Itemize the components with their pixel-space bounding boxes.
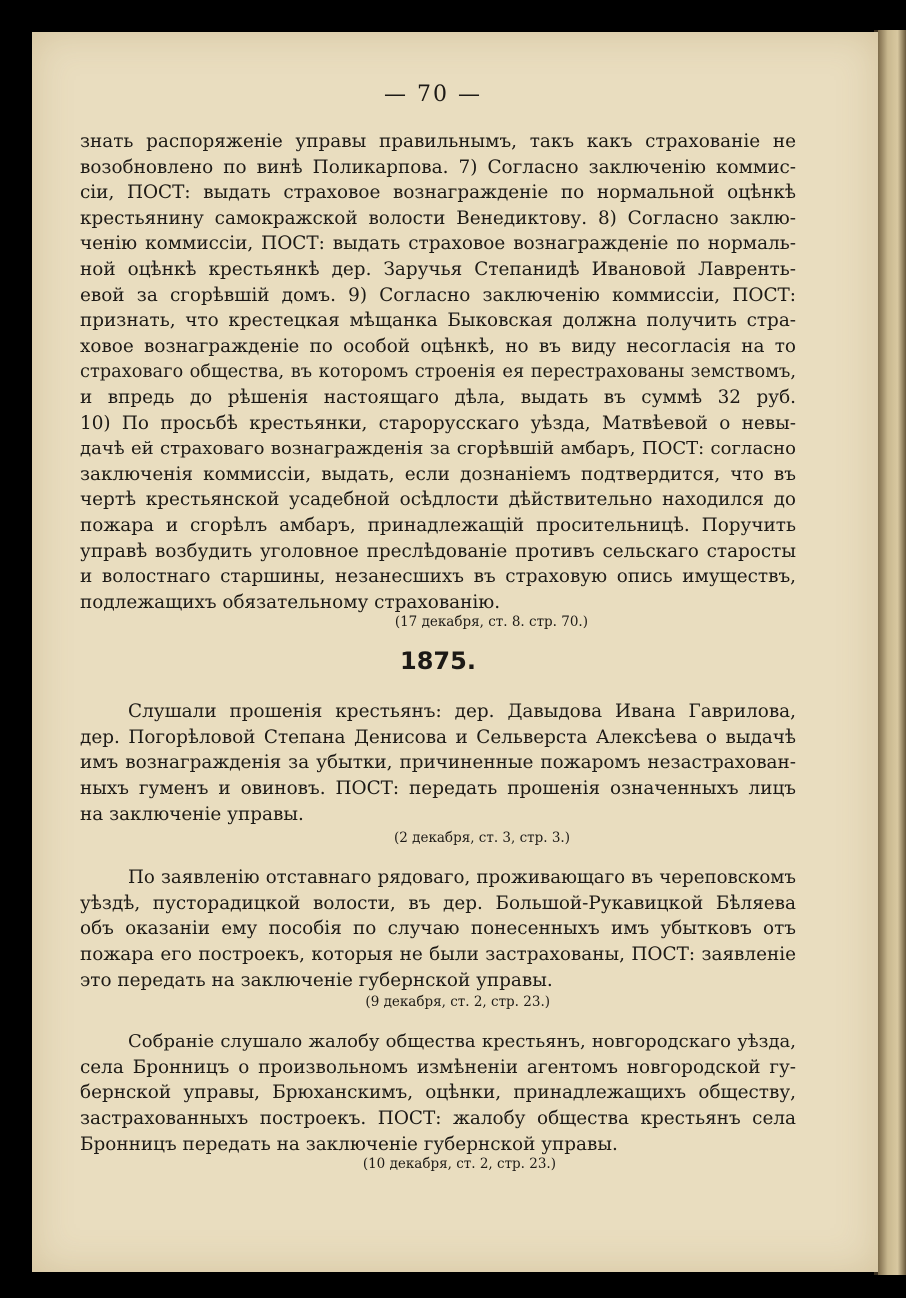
text-line: По заявленію отставнаго рядоваго, проживающаго въ череповскомъ [128,867,796,889]
text-line: и впредь до рѣшенія настоящаго дѣла, выдать въ суммѣ 32 руб. [80,386,796,408]
book-spine [878,30,906,1275]
text-line: Собраніе слушало жалобу общества крестьянъ, новгородскаго уѣзда, [128,1031,796,1053]
text-line: пожара и сгорѣлъ амбаръ, принадлежащій просительницѣ. Поручить [80,514,796,536]
text-line: сіи, ПОСТ: выдать страховое вознагражденіе по нормальной оцѣнкѣ [80,182,796,204]
text-line: бернской управы, Брюханскимъ, оцѣнки, принадлежащихъ обществу, [80,1082,796,1104]
text-line: застрахованныхъ построекъ. ПОСТ: жалобу общества крестьянъ села [80,1108,796,1129]
text-line: имъ вознагражденія за убытки, причиненные пожаромъ незастрахован- [80,752,796,774]
text-line: дер. Погорѣловой Степана Денисова и Сельверста Алексѣева о выдачѣ [80,726,796,748]
text-line: чертѣ крестьянской усадебной осѣдлости дѣйствительно находился до [80,489,796,511]
text-line: Бронницъ передать на заключеніе губернской управы. [80,1133,618,1155]
text-line: ховое вознагражденіе по особой оцѣнкѣ, но въ виду несогласія на то [80,335,796,357]
text-line: признать, что крестецкая мѣщанка Быковская должна получить стра- [80,310,796,332]
paragraph-4 [80,1029,796,1157]
paragraph-2 [80,699,796,827]
page-number: — 70 — [384,82,482,107]
citation-2: (2 декабря, ст. 3, стр. 3.) [394,830,570,847]
text-line: ной оцѣнкѣ крестьянкѣ дер. Заручья Степанидѣ Ивановой Лавренть- [80,258,796,280]
text-line: заключенія коммиссіи, выдать, если дознаніемъ подтвердится, что въ [80,463,796,485]
text-line: евой за сгорѣвшій домъ. 9) Согласно заключенію коммиссіи, ПОСТ: [80,284,796,306]
text-line: подлежащихъ обязательному страхованію. [80,591,501,613]
text-line: села Бронницъ о произвольномъ измѣненіи агентомъ новгородской гу- [80,1056,796,1078]
text-line: объ оказаніи ему пособія по случаю понесенныхъ имъ убытковъ отъ [80,918,796,940]
text-line: и волостнаго старшины, незанесшихъ въ страховую опись имуществъ, [80,566,796,588]
text-line: возобновлено по винѣ Поликарпова. 7) Согласно заключенію коммис- [80,156,796,178]
text-line: управѣ возбудить уголовное преслѣдованіе противъ сельскаго старосты [80,540,796,562]
text-line: страховаго общества, въ которомъ строенія ея перестрахованы земствомъ, [80,361,796,383]
text-line: 10) По просьбѣ крестьянки, старорусскаго уѣзда, Матвѣевой о невы- [80,412,796,434]
text-line: уѣздѣ, пусторадицкой волости, въ дер. Большой-Рукавицкой Бѣляева [80,892,796,914]
text-line: дачѣ ей страховаго вознагражденія за сгорѣвшій амбаръ, ПОСТ: согласно [80,438,796,460]
text-line: ныхъ гуменъ и овиновъ. ПОСТ: передать прошенія означенныхъ лицъ [80,778,796,800]
citation-4: (10 декабря, ст. 2, стр. 23.) [362,1156,556,1173]
text-line: Слушали прошенія крестьянъ: дер. Давыдова Ивана Гаврилова, [128,701,796,723]
paragraph-1 [80,129,796,615]
text-line: пожара его построекъ, которыя не были застрахованы, ПОСТ: заявленіе [80,944,796,966]
page-text [80,82,796,1177]
paragraph-3 [80,865,796,993]
citation-1: (17 декабря, ст. 8. стр. 70.) [394,614,588,631]
text-line: крестьянину самокражской волости Венедиктову. 8) Согласно заклю- [80,207,796,229]
text-line: на заключеніе управы. [80,803,304,825]
text-line: ченію коммиссіи, ПОСТ: выдать страховое вознагражденіе по нормаль- [80,233,796,255]
text-line: знать распоряженіе управы правильнымъ, такъ какъ страхованіе не [80,131,796,152]
year-heading: 1875. [400,647,476,676]
text-line: это передать на заключеніе губернской управы. [80,969,553,991]
citation-3: (9 декабря, ст. 2, стр. 23.) [365,994,550,1011]
